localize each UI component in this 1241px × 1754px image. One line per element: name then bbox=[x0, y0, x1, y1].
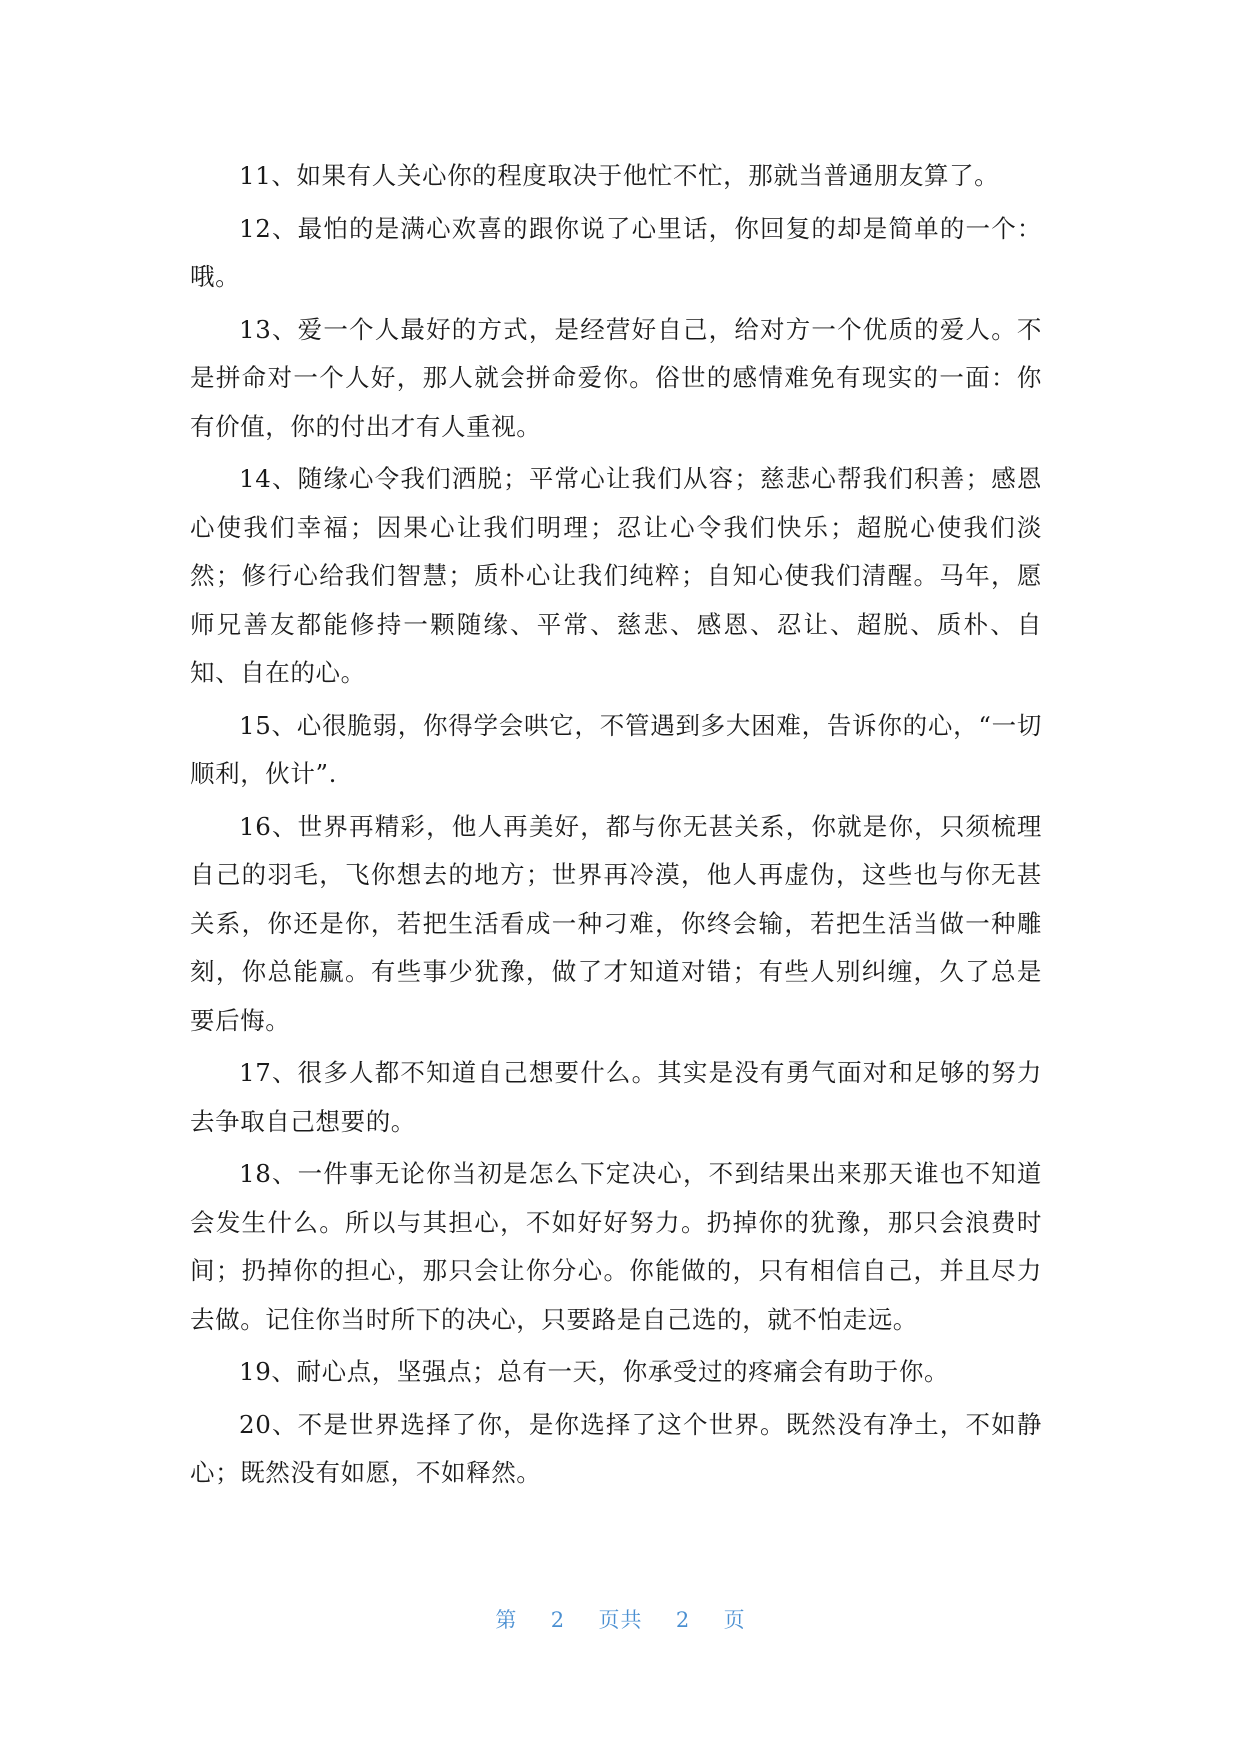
footer-suffix: 页 bbox=[723, 1608, 746, 1632]
paragraph-13: 13、爱一个人最好的方式，是经营好自己，给对方一个优质的爱人。不是拼命对一个人好，那人就会拼命爱你。俗世的感情难免有现实的一面：你有价值，你的付出才有人重视。 bbox=[190, 314, 1042, 441]
paragraph-11: 11、如果有人关心你的程度取决于他忙不忙，那就当普通朋友算了。 bbox=[239, 161, 1000, 190]
paragraph-12: 12、最怕的是满心欢喜的跟你说了心里话，你回复的却是简单的一个：哦。 bbox=[190, 213, 1042, 291]
footer-current-page: 2 bbox=[550, 1608, 566, 1632]
paragraph-16: 16、世界再精彩，他人再美好，都与你无甚关系，你就是你，只须梳理自己的羽毛，飞你想去的地方；世界再冷漠，他人再虚伪，这些也与你无甚关系，你还是你，若把生活看成一种刁难，你终会输，若把生活当做一种雕刻，你总能赢。有些事少犹豫，做了才知道对错；有些人别纠缠，久了总是要后悔。 bbox=[190, 811, 1042, 1035]
paragraph-15: 15、心很脆弱，你得学会哄它，不管遇到多大困难，告诉你的心，“一切顺利，伙计”. bbox=[190, 710, 1042, 788]
paragraph-19: 19、耐心点，坚强点；总有一天，你承受过的疼痛会有助于你。 bbox=[239, 1357, 950, 1386]
footer-middle: 页共 bbox=[598, 1608, 643, 1632]
paragraph-18: 18、一件事无论你当初是怎么下定决心，不到结果出来那天谁也不知道会发生什么。所以与其担心，不如好好努力。扔掉你的犹豫，那只会浪费时间；扔掉你的担心，那只会让你分心。你能做的，只有相信自己，并且尽力去做。记住你当时所下的决心，只要路是自己选的，就不怕走远。 bbox=[190, 1159, 1042, 1334]
paragraph-17: 17、很多人都不知道自己想要什么。其实是没有勇气面对和足够的努力去争取自己想要的。 bbox=[190, 1058, 1042, 1136]
footer-prefix: 第 bbox=[495, 1608, 518, 1632]
document-body bbox=[190, 152, 1042, 1502]
footer-total-pages: 2 bbox=[675, 1608, 691, 1632]
paragraph-20: 20、不是世界选择了你，是你选择了这个世界。既然没有净土，不如静心；既然没有如愿，不如释然。 bbox=[190, 1409, 1042, 1487]
paragraph-14: 14、随缘心令我们洒脱；平常心让我们从容；慈悲心帮我们积善；感恩心使我们幸福；因果心让我们明理；忍让心令我们快乐；超脱心使我们淡然；修行心给我们智慧；质朴心让我们纯粹；自知心使我们清醒。马年，愿师兄善友都能修持一颗随缘、平常、慈悲、感恩、忍让、超脱、质朴、自知、自在的心。 bbox=[190, 464, 1042, 687]
page-footer bbox=[0, 1604, 1241, 1634]
